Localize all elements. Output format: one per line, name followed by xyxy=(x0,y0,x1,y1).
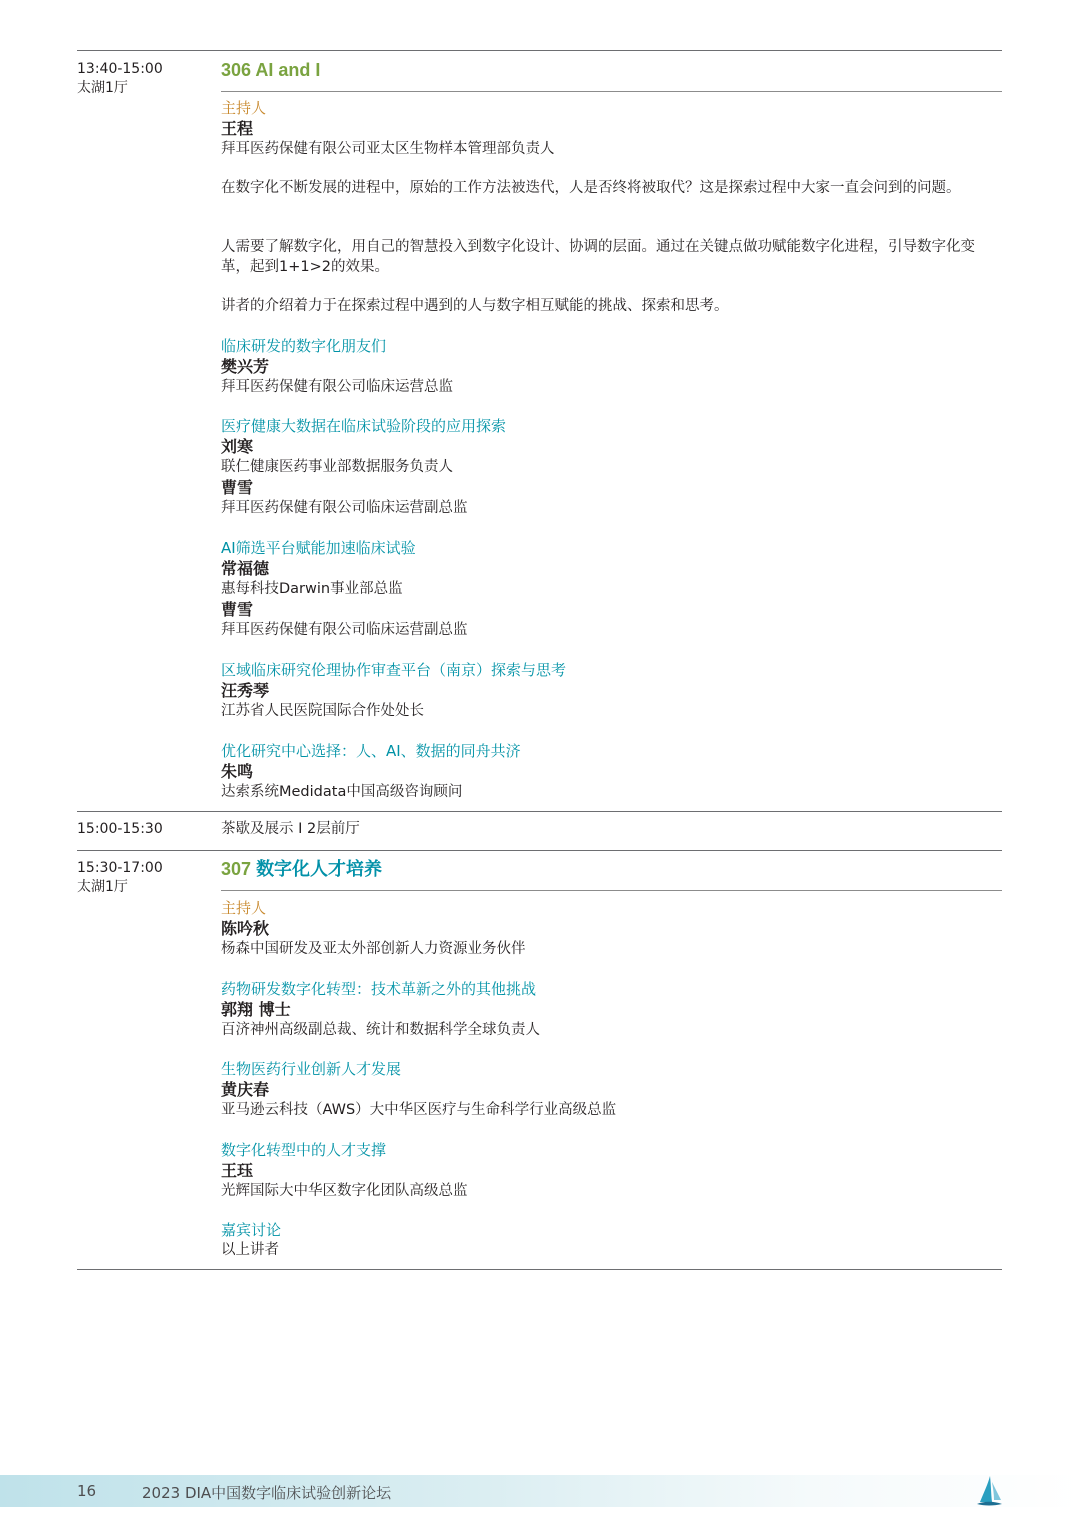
talk-title: AI筛选平台赋能加速临床试验 xyxy=(221,539,416,557)
speaker-affiliation: 拜耳医药保健有限公司临床运营总监 xyxy=(221,379,453,395)
chair-label: 主持人 xyxy=(221,899,267,917)
talk-306-4 xyxy=(221,660,1001,721)
talk-title: 优化研究中心选择：人、AI、数据的同舟共济 xyxy=(221,742,521,760)
footer-title: 2023 DIA中国数字临床试验创新论坛 xyxy=(142,1484,392,1502)
talk-title: 嘉宾讨论 xyxy=(221,1221,282,1239)
talk-307-3 xyxy=(221,1140,1001,1201)
speaker-affiliation: 达索系统Medidata中国高级咨询顾问 xyxy=(221,784,463,800)
chair-name: 王程 xyxy=(221,119,254,138)
session-306-paragraph-3: 讲者的介绍着力于在探索过程中遇到的人与数字相互赋能的挑战、探索和思考。 xyxy=(221,298,729,314)
speaker-name: 朱鸣 xyxy=(221,762,254,781)
session-306-paragraph-1: 在数字化不断发展的进程中，原始的工作方法被迭代，人是否终将被取代？这是探索过程中大家一直会问到的问题。 xyxy=(221,180,961,196)
session-number: 306 xyxy=(221,60,252,80)
speaker-affiliation: 联仁健康医药事业部数据服务负责人 xyxy=(221,459,453,475)
talk-306-5 xyxy=(221,741,1001,802)
session-306-top-rule xyxy=(77,50,1002,51)
speaker-affiliation: 光辉国际大中华区数字化团队高级总监 xyxy=(221,1183,468,1199)
speaker-name: 曹雪 xyxy=(221,600,254,619)
speaker-name: 黄庆春 xyxy=(221,1080,270,1099)
speaker-affiliation: 百济神州高级副总裁、统计和数据科学全球负责人 xyxy=(221,1022,540,1038)
talk-title: 药物研发数字化转型：技术革新之外的其他挑战 xyxy=(221,980,537,998)
speaker-affiliation: 拜耳医药保健有限公司临床运营副总监 xyxy=(221,622,468,638)
talk-306-1 xyxy=(221,336,1001,397)
speaker-affiliation: 江苏省人民医院国际合作处处长 xyxy=(221,703,424,719)
venue: 太湖1厅 xyxy=(77,879,128,895)
session-306-title-rule xyxy=(221,91,1002,92)
speaker-affiliation: 亚马逊云科技（AWS）大中华区医疗与生命科学行业高级总监 xyxy=(221,1102,617,1118)
session-name: 数字化人才培养 xyxy=(256,859,383,879)
session-307-chair xyxy=(221,898,1001,959)
talk-title: 生物医药行业创新人才发展 xyxy=(221,1060,402,1078)
session-306-chair xyxy=(221,98,1001,159)
session-307-time xyxy=(77,859,163,897)
speaker-name: 汪秀琴 xyxy=(221,681,270,700)
chair-label: 主持人 xyxy=(221,99,267,117)
break-description: 茶歇及展示 I 2层前厅 xyxy=(221,821,360,837)
talk-title: 医疗健康大数据在临床试验阶段的应用探索 xyxy=(221,417,507,435)
speaker-affiliation: 以上讲者 xyxy=(221,1242,279,1258)
talk-307-1 xyxy=(221,979,1001,1040)
session-306-paragraph-2: 人需要了解数字化，用自己的智慧投入到数字化设计、协调的层面。通过在关键点做功赋能数字化进程，引导数字化变革，起到1+1>2的效果。 xyxy=(221,239,975,275)
chair-name: 陈吟秋 xyxy=(221,919,270,938)
speaker-affiliation: 拜耳医药保健有限公司临床运营副总监 xyxy=(221,500,468,516)
page-number: 16 xyxy=(77,1482,97,1500)
speaker-name: 郭翔 博士 xyxy=(221,1000,291,1019)
session-name: AI and I xyxy=(255,60,321,80)
session-307-title xyxy=(221,858,382,880)
time-range: 13:40-15:00 xyxy=(77,61,163,77)
venue: 太湖1厅 xyxy=(77,80,128,96)
talk-307-4 xyxy=(221,1220,1001,1260)
talk-title: 数字化转型中的人才支撑 xyxy=(221,1141,387,1159)
speaker-name: 王珏 xyxy=(221,1161,254,1180)
talk-title: 区域临床研究伦理协作审查平台（南京）探索与思考 xyxy=(221,661,567,679)
break-top-rule xyxy=(77,811,1002,812)
speaker-name: 曹雪 xyxy=(221,478,254,497)
session-307-top-rule xyxy=(77,850,1002,851)
session-307-bottom-rule xyxy=(77,1269,1002,1270)
talk-306-2 xyxy=(221,416,1001,518)
speaker-name: 刘寒 xyxy=(221,437,254,456)
time-range: 15:30-17:00 xyxy=(77,860,163,876)
session-number: 307 xyxy=(221,859,252,879)
chair-affiliation: 拜耳医药保健有限公司亚太区生物样本管理部负责人 xyxy=(221,141,555,157)
talk-title: 临床研发的数字化朋友们 xyxy=(221,337,387,355)
speaker-affiliation: 惠每科技Darwin事业部总监 xyxy=(221,581,403,597)
talk-307-2 xyxy=(221,1059,1001,1120)
session-306-time xyxy=(77,60,163,98)
session-306-title xyxy=(221,59,320,81)
speaker-name: 樊兴芳 xyxy=(221,357,270,376)
speaker-name: 常福德 xyxy=(221,559,270,578)
break-time: 15:00-15:30 xyxy=(77,821,163,837)
chair-affiliation: 杨森中国研发及亚太外部创新人力资源业务伙伴 xyxy=(221,941,526,957)
talk-306-3 xyxy=(221,538,1001,640)
session-307-title-rule xyxy=(221,890,1002,891)
dia-sail-logo-icon xyxy=(974,1474,1004,1508)
